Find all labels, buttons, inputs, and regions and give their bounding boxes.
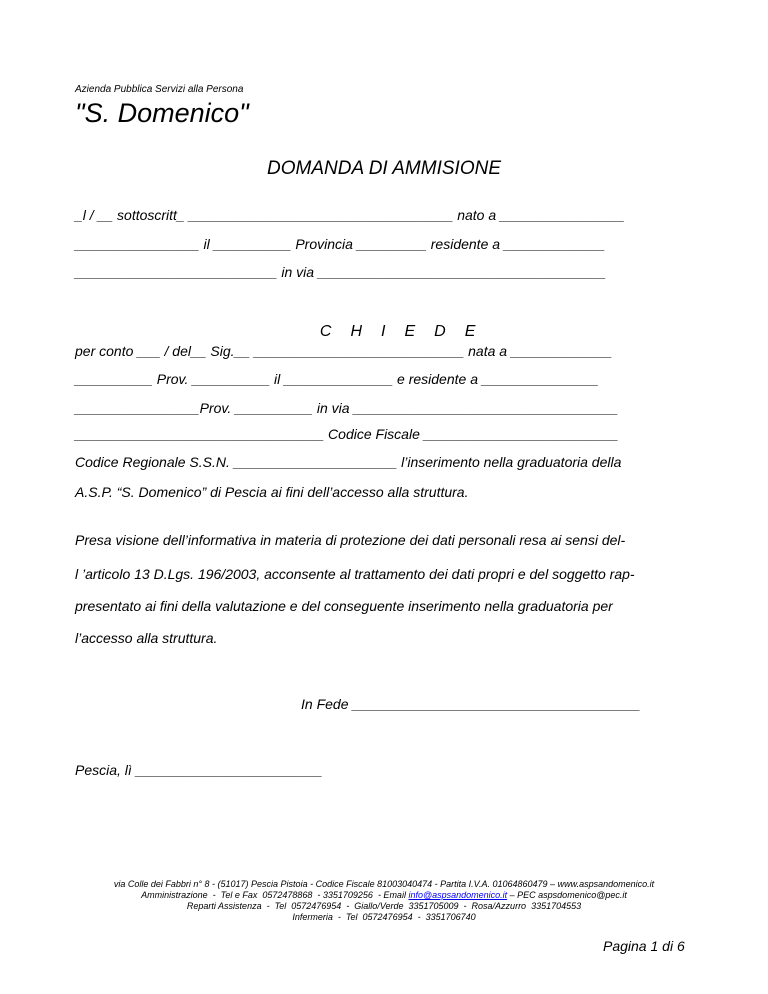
consent-line: presentato ai fini della valutazione e del conseguente inserimento nella graduatoria per xyxy=(75,598,613,614)
organization-label: Azienda Pubblica Servizi alla Persona xyxy=(75,84,244,95)
footer-contacts xyxy=(0,890,768,900)
chiede-letter: I xyxy=(381,323,386,340)
chiede-heading xyxy=(311,305,494,341)
form-line: __________ Prov. __________ il ______________ e residente a _______________ xyxy=(75,371,599,387)
document-title: DOMANDA DI AMMISIONE xyxy=(267,158,501,179)
chiede-letter: E xyxy=(464,323,476,340)
footer-address: via Colle dei Fabbri n° 8 - (51017) Pescia Pistoia - Codice Fiscale 81003040474 - Partita I.V.A. 01064860479 – www.aspsandomenico.it xyxy=(113,879,655,889)
chiede-letter: E xyxy=(404,323,416,340)
form-line: Codice Regionale S.S.N. _____________________ l’inserimento nella graduatoria della xyxy=(75,454,622,470)
form-line: ________________Prov. __________ in via __________________________________ xyxy=(75,400,619,416)
consent-line: l’accesso alla struttura. xyxy=(75,630,218,646)
footer-departments: Reparti Assistenza - Tel 0572476954 - Giallo/Verde 3351705009 - Rosa/Azzurro 3351704553 xyxy=(186,901,582,911)
form-line: __________________________ in via _____________________________________ xyxy=(75,264,606,280)
organization-name: "S. Domenico" xyxy=(75,98,249,128)
form-line: per conto ___ / del__ Sig.__ ___________________________ nata a _____________ xyxy=(75,343,613,359)
footer-contacts-text: Amministrazione - Tel e Fax 0572478868 - 3351709256 - Email xyxy=(141,890,409,900)
footer-infirmary: Infermeria - Tel 0572476954 - 3351706740 xyxy=(292,912,476,922)
form-line: ________________ il __________ Provincia _________ residente a _____________ xyxy=(75,236,606,252)
place-date-line: Pescia, lì ________________________ xyxy=(75,762,323,778)
chiede-letter: C xyxy=(319,323,332,340)
page-number: Pagina 1 di 6 xyxy=(603,938,685,954)
consent-line: Presa visione dell’informativa in materia di protezione dei dati personali resa ai sensi del- xyxy=(75,532,626,548)
form-line: A.S.P. “S. Domenico” di Pescia ai fini dell’accesso alla struttura. xyxy=(75,484,469,500)
form-line: _l / __ sottoscritt_ __________________________________ nato a ________________ xyxy=(75,207,625,223)
chiede-letter: D xyxy=(434,323,446,340)
signature-line: In Fede _____________________________________ xyxy=(301,696,641,712)
footer-pec-text: – PEC aspsdomenico@pec.it xyxy=(507,890,627,900)
email-link[interactable]: info@aspsandomenico.it xyxy=(408,890,508,900)
consent-line: l ’articolo 13 D.Lgs. 196/2003, acconsente al trattamento dei dati propri e del soggetto rap- xyxy=(75,566,635,582)
form-line: ________________________________ Codice Fiscale _________________________ xyxy=(75,426,619,442)
chiede-letter: H xyxy=(350,323,363,340)
